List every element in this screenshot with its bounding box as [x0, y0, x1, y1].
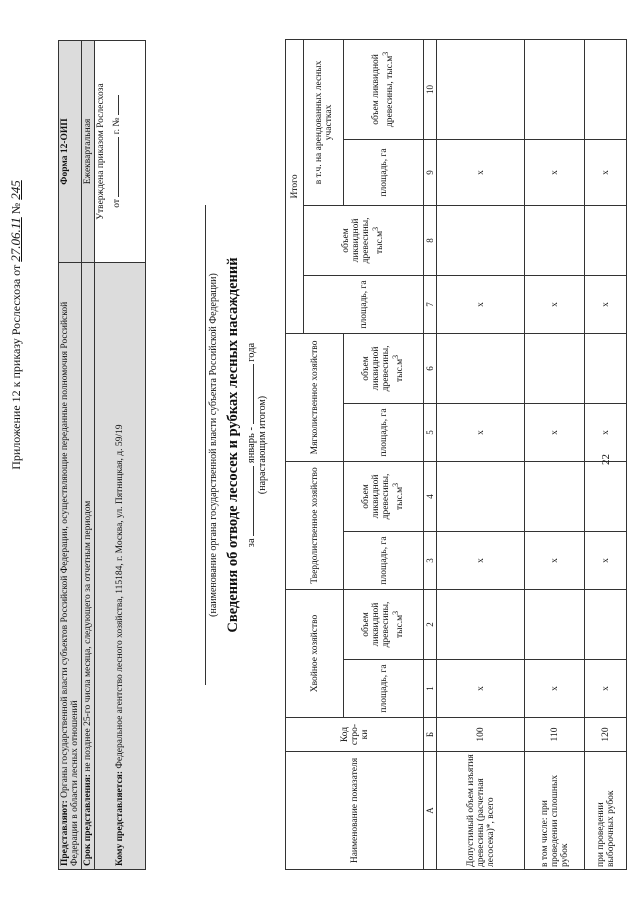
data-table [285, 39, 627, 870]
table-cell[interactable] [525, 589, 585, 659]
table-cell[interactable]: x [585, 139, 627, 205]
order-reference [8, 45, 24, 605]
table-cell[interactable] [525, 461, 585, 531]
col-num: А [424, 752, 437, 870]
page-title: Сведения об отводе лесосек и рубках лесных насаждений [225, 257, 241, 633]
table-cell[interactable] [525, 39, 585, 139]
table-cell[interactable]: x [525, 275, 585, 333]
table-cell[interactable] [437, 589, 525, 659]
table-cell[interactable]: x [585, 660, 627, 718]
frequency: Ежеквартальная [82, 41, 95, 263]
row-label: в том числе: при проведении сплошных рубок [525, 752, 585, 870]
period-jan: январь - [246, 427, 257, 464]
col-num: 2 [424, 589, 437, 659]
lease-area-header: площадь, га [344, 139, 424, 205]
table-row [525, 39, 585, 869]
page-number: 22 [600, 454, 612, 465]
col-num: 5 [424, 403, 437, 461]
submitter-text: Органы государственной власти субъектов Российской Федерации, осуществляющие переданные полномочия Российской Федерации в области лесных отношений [60, 301, 80, 866]
period-year: года [246, 342, 257, 362]
col-num: 10 [424, 39, 437, 139]
row-code: 120 [585, 718, 627, 752]
col-code-header: Код стро-ки [286, 718, 424, 752]
recipient-text: Федеральное агентство лесного хозяйства, 115184, г. Москва, ул. Пятницкая, д. 59/19 [115, 424, 125, 769]
table-cell[interactable]: x [437, 275, 525, 333]
col-num: 6 [424, 333, 437, 403]
conif-volume-header: объем ликвидной древесины, $тыс.м^3$ [344, 589, 424, 659]
order-number: 245 [8, 180, 23, 200]
col-name-header: Наименование показателя [286, 752, 424, 870]
table-cell[interactable]: x [437, 403, 525, 461]
order-no-label: № [9, 202, 23, 215]
hard-volume-header: объем ликвидной древесины, $тыс.м^3$ [344, 461, 424, 531]
approval-g: г. № [112, 117, 122, 135]
org-caption: (наименование органа государственной власти субъекта Российской Федерации) [205, 205, 219, 685]
table-row [437, 39, 525, 869]
recipient-label: Кому представляется: [115, 771, 125, 866]
table-cell[interactable]: x [437, 139, 525, 205]
col-num: 7 [424, 275, 437, 333]
row-code: 100 [437, 718, 525, 752]
table-cell[interactable]: x [525, 660, 585, 718]
conif-area-header: площадь, га [344, 660, 424, 718]
total-volume-header: объем ликвидной древесины, $тыс.м^3$ [304, 205, 424, 275]
table-cell[interactable]: x [525, 531, 585, 589]
col-hard-header: Твердолиственное хозяйство [286, 461, 344, 589]
col-num: 1 [424, 660, 437, 718]
col-num: 8 [424, 205, 437, 275]
recipient-cell [95, 263, 146, 870]
col-num: Б [424, 718, 437, 752]
order-date: 27.06.11 [8, 217, 23, 262]
form-code: Форма 12-ОИП [59, 41, 82, 263]
deadline-cell [82, 263, 95, 870]
row-code: 110 [525, 718, 585, 752]
lease-volume-header: объем ликвидной древесины, $тыс.м^3$ [344, 39, 424, 139]
table-cell[interactable] [437, 205, 525, 275]
table-cell[interactable]: x [525, 403, 585, 461]
table-cell[interactable]: x [437, 531, 525, 589]
table-cell[interactable] [585, 39, 627, 139]
soft-area-header: площадь, га [344, 403, 424, 461]
deadline-label: Срок представления: [83, 774, 93, 866]
table-cell[interactable]: x [585, 275, 627, 333]
col-soft-header: Мягколиственное хозяйство [286, 333, 344, 461]
submitter-label: Представляют: [60, 800, 70, 866]
table-cell[interactable] [525, 205, 585, 275]
row-label: при проведении выборочных рубок [585, 752, 627, 870]
approval-text: Утверждена приказом Рослесхоза [96, 83, 106, 220]
table-cell[interactable] [585, 205, 627, 275]
table-cell[interactable] [437, 333, 525, 403]
column-number-row [424, 39, 437, 869]
table-cell[interactable]: x [585, 403, 627, 461]
period-za: за [246, 538, 257, 548]
approval-cell [95, 41, 146, 263]
submitter-cell [59, 263, 82, 870]
period-line [246, 165, 257, 725]
row-label: Допустимый объем изъятия древесины (расчетная лесосека)*, всего [437, 752, 525, 870]
table-cell[interactable] [585, 461, 627, 531]
table-cell[interactable] [525, 333, 585, 403]
deadline-text: не позднее 25-го числа месяца, следующего за отчетным периодом [83, 500, 93, 772]
info-block [58, 40, 146, 870]
approval-from: от [112, 199, 122, 208]
col-num: 3 [424, 531, 437, 589]
order-prefix: Приложение 12 к приказу Рослесхоза от [9, 264, 23, 470]
table-cell[interactable]: x [585, 531, 627, 589]
title-block [205, 165, 268, 725]
total-area-header: площадь, га [304, 275, 424, 333]
table-cell[interactable] [585, 333, 627, 403]
table-cell[interactable]: x [437, 660, 525, 718]
col-total-header: Итого [286, 39, 304, 333]
col-conif-header: Хвойное хозяйство [286, 589, 344, 717]
period-cumulative: (нарастающим итогом) [257, 395, 268, 495]
table-cell[interactable] [585, 589, 627, 659]
col-num: 4 [424, 461, 437, 531]
lease-header: в т.ч. на арендованных лесных участках [304, 39, 344, 205]
table-cell[interactable] [437, 461, 525, 531]
table-cell[interactable] [437, 39, 525, 139]
soft-volume-header: объем ликвидной древесины, $тыс.м^3$ [344, 333, 424, 403]
table-cell[interactable]: x [525, 139, 585, 205]
hard-area-header: площадь, га [344, 531, 424, 589]
col-num: 9 [424, 139, 437, 205]
